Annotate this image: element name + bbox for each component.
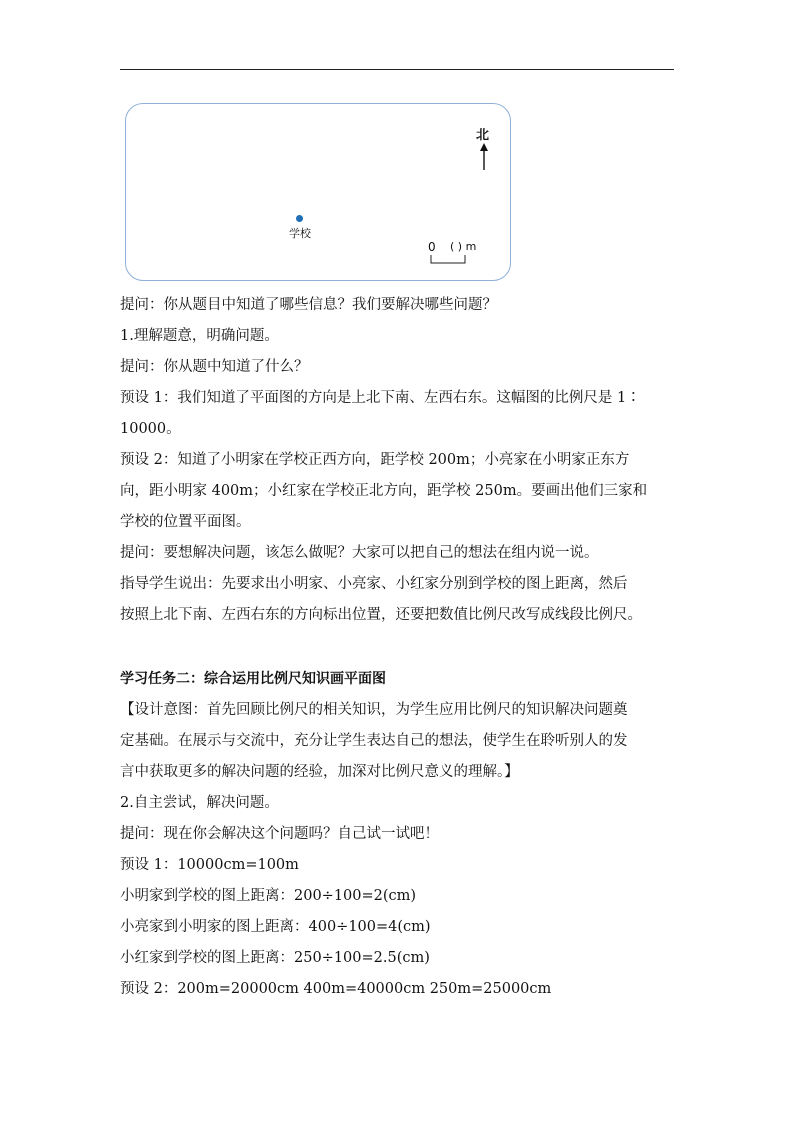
- text-line: 向，距小明家 400m；小红家在学校正北方向，距学校 250m。要画出他们三家和: [120, 483, 648, 499]
- text-line: 提问：现在你会解决这个问题吗？自己试一试吧！: [120, 826, 439, 842]
- text-line: 提问：要想解决问题，该怎么做呢？大家可以把自己的想法在组内说一说。: [120, 545, 599, 561]
- text-line: 小明家到学校的图上距离：200÷100=2(cm): [120, 888, 417, 904]
- scale-bar-icon: [430, 255, 468, 265]
- text-line: 预设 2：200m=20000cm 400m=40000cm 250m=25000cm: [120, 981, 552, 997]
- north-arrow-icon: [477, 143, 491, 171]
- text-line: 定基础。在展示与交流中，充分让学生表达自己的想法，使学生在聆听别人的发: [120, 733, 628, 749]
- header-rule: [120, 69, 674, 70]
- text-line: 预设 1：我们知道了平面图的方向是上北下南、左西右东。这幅图的比例尺是 1∶: [120, 390, 641, 406]
- text-line: 小亮家到小明家的图上距离：400÷100=4(cm): [120, 919, 431, 935]
- scale-unit-label: ( ) m: [450, 240, 477, 253]
- school-marker: [296, 215, 303, 222]
- text-line: 【设计意图：首先回顾比例尺的相关知识，为学生应用比例尺的知识解决问题奠: [120, 702, 628, 718]
- text-line: 预设 1：10000cm=100m: [120, 857, 299, 873]
- text-line: 学校的位置平面图。: [120, 514, 251, 530]
- text-line: 1.理解题意，明确问题。: [120, 328, 279, 344]
- north-label: 北: [476, 128, 490, 143]
- scale-zero-label: 0: [428, 240, 436, 254]
- text-line: 小红家到学校的图上距离：250÷100=2.5(cm): [120, 950, 430, 966]
- text-line: 提问：你从题目中知道了哪些信息？我们要解决哪些问题？: [120, 297, 497, 313]
- text-line: 言中获取更多的解决问题的经验，加深对比例尺意义的理解。】: [120, 764, 519, 780]
- section-heading: 学习任务二：综合运用比例尺知识画平面图: [120, 671, 386, 687]
- text-line: 2.自主尝试，解决问题。: [120, 795, 279, 811]
- school-label: 学校: [289, 227, 311, 240]
- text-line: 预设 2：知道了小明家在学校正西方向，距学校 200m；小亮家在小明家正东方: [120, 452, 630, 468]
- discussion-paragraphs: [120, 290, 680, 631]
- text-line: 提问：你从题中知道了什么？: [120, 359, 309, 375]
- text-line: 指导学生说出：先要求出小明家、小亮家、小红家分别到学校的图上距离，然后: [120, 576, 628, 592]
- text-line: 10000。: [120, 421, 181, 437]
- text-line: 按照上北下南、左西右东的方向标出位置，还要把数值比例尺改写成线段比例尺。: [120, 607, 642, 623]
- task-paragraphs: [120, 695, 680, 1005]
